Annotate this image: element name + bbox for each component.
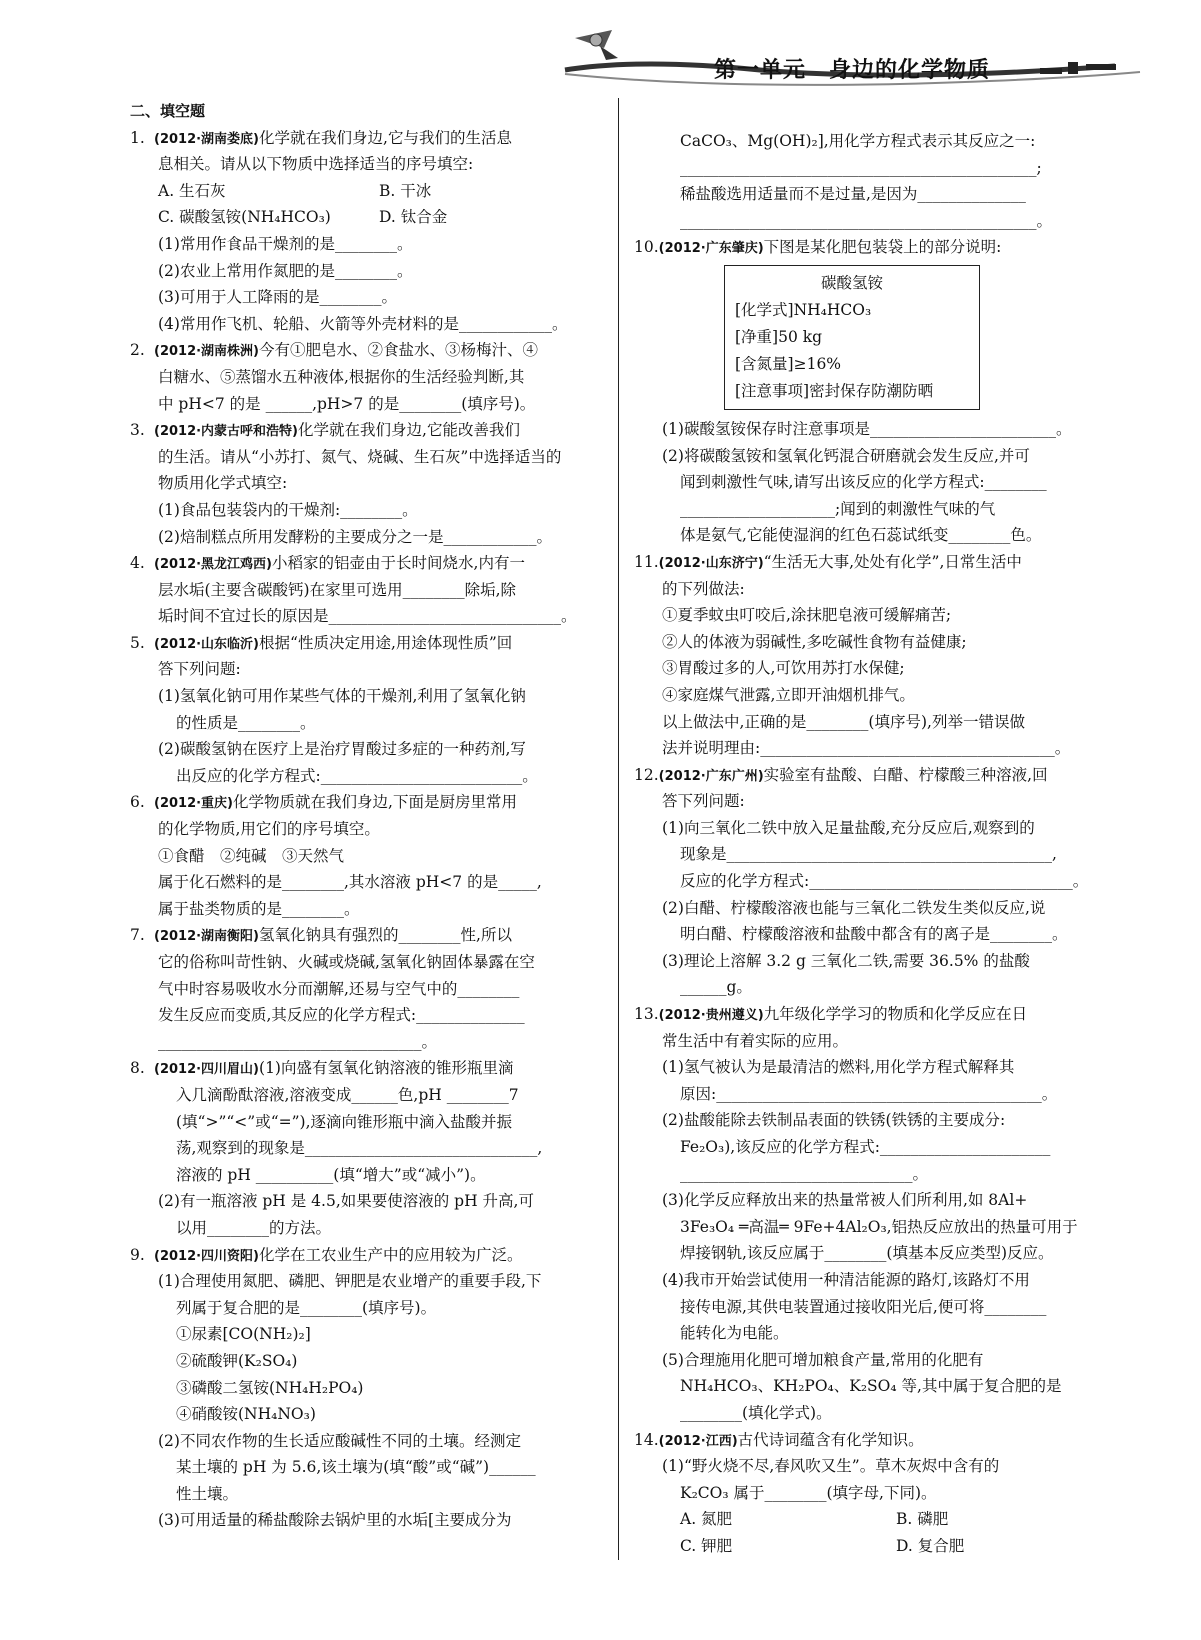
text-line: (2)盐酸能除去铁制品表面的铁锈(铁锈的主要成分: (662, 1111, 1006, 1130)
text-line: (2)碳酸氢钠在医疗上是治疗胃酸过多症的一种药剂,写 (158, 740, 526, 759)
box-title: 碳酸氢铵 (820, 273, 883, 292)
question-line (634, 1001, 1112, 1028)
text-line: (1)向三氧化二铁中放入足量盐酸,充分反应后,观察到的 (662, 818, 1035, 837)
text-line: 的生活。请从“小苏打、氮气、烧碱、生石灰”中选择适当的 (158, 447, 562, 466)
text-line: ______________________________________________。 (680, 211, 1053, 230)
left-column (130, 98, 600, 1534)
box-line: [化学式]NH₄HCO₃ (735, 300, 872, 319)
text-line: (2)将碳酸氢铵和氢氧化钙混合研磨就会发生反应,并可 (662, 446, 1030, 465)
text-line: ①尿素[CO(NH₂)₂] (176, 1325, 311, 1344)
text-line: (3)理论上溶解 3.2 g 三氧化二铁,需要 36.5% 的盐酸 (662, 951, 1030, 970)
option-text: B. 干冰 (379, 181, 432, 200)
text-line: 闻到刺激性气味,请写出该反应的化学方程式:________ (680, 473, 1047, 492)
text-line: 出反应的化学方程式:__________________________。 (176, 766, 538, 785)
text-line: 白糖水、⑤蒸馏水五种液体,根据你的生活经验判断,其 (158, 367, 525, 386)
question-line (634, 1427, 1112, 1454)
option-row (130, 178, 600, 205)
text-line: __________________________________。 (158, 1032, 438, 1051)
text-line: K₂CO₃ 属于________(填字母,下同)。 (680, 1483, 937, 1502)
option-row (634, 1506, 1112, 1533)
question-line (130, 630, 600, 657)
text-line: (1)食品包装袋内的干燥剂:________。 (158, 500, 418, 519)
question-text: (1)向盛有氢氧化钠溶液的锥形瓶里滴 (259, 1059, 514, 1078)
right-top-lines (634, 128, 1112, 261)
question-line (130, 417, 600, 444)
text-line: (1)常用作食品干燥剂的是________。 (158, 234, 413, 253)
text-line: Fe₂O₃),该反应的化学方程式:______________________ (680, 1138, 1051, 1156)
pen-nib-decoration-icon (0, 0, 1201, 100)
question-source-tag: (2012·内蒙古呼和浩特) (154, 424, 299, 440)
text-line: (2)焙制糕点所用发酵粉的主要成分之一是____________。 (158, 527, 552, 546)
question-text: 九年级化学学习的物质和化学反应在日 (763, 1005, 1028, 1024)
section-heading: 二、填空题 (130, 102, 206, 120)
question-text: 小稻家的铝壶由于长时间烧水,内有一 (272, 554, 525, 573)
text-line: 的化学物质,用它们的序号填空。 (158, 820, 380, 839)
text-line: (1)氢氧化钠可用作某些气体的干燥剂,利用了氢氧化钠 (158, 687, 526, 706)
text-line: 常生活中有着实际的应用。 (662, 1031, 849, 1050)
question-line (130, 125, 600, 152)
question-text: 氢氧化钠具有强烈的________性,所以 (259, 926, 512, 945)
option-text: B. 磷肥 (896, 1510, 949, 1529)
text-line: (3)可用适量的稀盐酸除去锅炉里的水垢[主要成分为 (158, 1511, 512, 1530)
question-text: 化学在工农业生产中的应用较为广泛。 (259, 1245, 523, 1264)
text-line: 能转化为电能。 (680, 1324, 789, 1343)
option-text: A. 氮肥 (680, 1510, 733, 1529)
text-line: 3Fe₃O₄ ═高温═ 9Fe+4Al₂O₃,铝热反应放出的热量可用于 (680, 1217, 1078, 1236)
question-text: 根据“性质决定用途,用途体现性质”回 (259, 633, 513, 652)
text-line: 现象是__________________________________________, (680, 845, 1057, 864)
text-line: 的下列做法: (662, 579, 745, 598)
question-source-tag: (2012·广东广州) (658, 768, 764, 784)
question-text: “生活无大事,处处有化学”,日常生活中 (763, 552, 1022, 571)
question-number: 3. (130, 421, 145, 440)
text-line: 明白醋、柠檬酸溶液和盐酸中都含有的离子是________。 (680, 925, 1068, 944)
text-line: (3)可用于人工降雨的是________。 (158, 288, 397, 307)
option-text: C. 碳酸氢铵(NH₄HCO₃) (158, 208, 331, 227)
text-line: 焊接钢轨,该反应属于________(填基本反应类型)反应。 (680, 1244, 1054, 1263)
question-number: 10. (634, 238, 659, 257)
question-line (130, 1055, 600, 1082)
text-line: ③胃酸过多的人,可饮用苏打水保健; (662, 659, 905, 678)
question-text: 古代诗词蕴含有化学知识。 (737, 1430, 924, 1449)
right-bottom-lines (634, 416, 1112, 1560)
text-line: CaCO₃、Mg(OH)₂],用化学方程式表示其反应之一: (680, 132, 1036, 150)
text-line: 物质用化学式填空: (158, 474, 288, 493)
text-line: (2)农业上常用作氮肥的是________。 (158, 261, 413, 280)
option-text: A. 生石灰 (158, 181, 226, 200)
text-line: 性土壤。 (176, 1484, 239, 1503)
text-line: ①食醋 ②纯碱 ③天然气 (158, 846, 345, 865)
question-text: 今有①肥皂水、②食盐水、③杨梅汁、④ (259, 341, 539, 360)
text-line: 中 pH<7 的是 ______,pH>7 的是________(填序号)。 (158, 394, 536, 413)
question-number: 6. (130, 793, 145, 812)
text-line: ____________________;闻到的刺激性气味的气 (680, 499, 996, 518)
question-source-tag: (2012·山东济宁) (658, 555, 764, 571)
text-line: ④硝酸铵(NH₄NO₃) (176, 1405, 316, 1424)
question-text: 化学就在我们身边,它能改善我们 (298, 421, 520, 440)
text-line: 答下列问题: (662, 792, 745, 811)
question-source-tag: (2012·黑龙江鸡西) (154, 557, 273, 573)
text-line: (1)碳酸氢铵保存时注意事项是________________________。 (662, 419, 1072, 438)
question-text: 化学就在我们身边,它与我们的生活息 (259, 128, 512, 147)
text-line: 法并说明理由:______________________________________。 (662, 739, 1071, 758)
box-line: [净重]50 kg (735, 327, 823, 346)
text-line: 层水垢(主要含碳酸钙)在家里可选用________除垢,除 (158, 580, 517, 599)
question-line (130, 337, 600, 364)
question-line (634, 234, 1112, 261)
text-line: 列属于复合肥的是________(填序号)。 (176, 1298, 437, 1317)
text-line: 垢时间不宜过长的原因是______________________________。 (158, 607, 577, 626)
unit-title: 第一单元 身边的化学物质 (714, 58, 991, 83)
question-source-tag: (2012·重庆) (154, 796, 234, 812)
text-line: ______________________________________________; (680, 158, 1042, 177)
text-line: 接传电源,其供电装置通过接收阳光后,便可将________ (680, 1297, 1047, 1316)
text-line: 息相关。请从以下物质中选择适当的序号填空: (158, 155, 474, 174)
text-line: 的性质是________。 (176, 713, 316, 732)
question-text: 下图是某化肥包装袋上的部分说明: (763, 238, 1002, 257)
text-line: (1)氢气被认为是最清洁的燃料,用化学方程式解释其 (662, 1058, 1015, 1077)
text-line: 溶液的 pH __________(填“增大”或“减小”)。 (176, 1165, 486, 1184)
question-text: 化学物质就在我们身边,下面是厨房里常用 (233, 793, 517, 812)
option-text: C. 钾肥 (680, 1536, 733, 1555)
question-number: 8. (130, 1059, 145, 1078)
question-number: 12. (634, 765, 659, 784)
question-source-tag: (2012·江西) (658, 1433, 738, 1449)
text-line: ______________________________。 (680, 1164, 929, 1183)
text-line: 气中时容易吸收水分而潮解,还易与空气中的________ (158, 979, 520, 998)
text-line: 答下列问题: (158, 660, 241, 679)
text-line: (4)我市开始尝试使用一种清洁能源的路灯,该路灯不用 (662, 1270, 1030, 1289)
question-source-tag: (2012·湖南衡阳) (154, 929, 260, 945)
question-source-tag: (2012·贵州遵义) (658, 1008, 764, 1024)
text-line: 发生反应而变质,其反应的化学方程式:______________ (158, 1006, 525, 1025)
text-line: 它的俗称叫苛性钠、火碱或烧碱,氢氧化钠固体暴露在空 (158, 953, 535, 971)
text-line: ①夏季蚊虫叮咬后,涂抹肥皂液可缓解痛苦; (662, 606, 952, 625)
text-line: ②人的体液为弱碱性,多吃碱性食物有益健康; (662, 632, 967, 651)
question-source-tag: (2012·广东肇庆) (658, 241, 764, 257)
fertilizer-label-box (724, 265, 980, 410)
box-line: [注意事项]密封保存防潮防晒 (735, 381, 934, 400)
text-line: 以用________的方法。 (176, 1218, 332, 1237)
question-line (130, 550, 600, 577)
option-text: D. 复合肥 (896, 1536, 965, 1555)
question-line (634, 549, 1112, 576)
text-line: ______g。 (680, 978, 752, 997)
text-line: NH₄HCO₃、KH₂PO₄、K₂SO₄ 等,其中属于复合肥的是 (680, 1377, 1062, 1396)
option-text: D. 钛合金 (379, 208, 448, 227)
question-source-tag: (2012·湖南株洲) (154, 344, 260, 360)
question-number: 13. (634, 1005, 659, 1024)
question-line (130, 1242, 600, 1269)
question-text: 实验室有盐酸、白醋、柠檬酸三种溶液,回 (763, 765, 1048, 784)
text-line: 荡,观察到的现象是______________________________, (176, 1139, 543, 1158)
text-line: (4)常用作飞机、轮船、火箭等外壳材料的是____________。 (158, 314, 568, 333)
option-row (130, 204, 600, 231)
text-line: 入几滴酚酞溶液,溶液变成______色,pH ________7 (176, 1085, 519, 1104)
text-line: (填“>”“<”或“=”),逐滴向锥形瓶中滴入盐酸并振 (176, 1112, 513, 1131)
question-source-tag: (2012·湖南娄底) (154, 131, 260, 147)
text-line: (2)白醋、柠檬酸溶液也能与三氧化二铁发生类似反应,说 (662, 898, 1046, 917)
text-line: 稀盐酸选用适量而不是过量,是因为______________ (680, 185, 1026, 204)
text-line: ②硫酸钾(K₂SO₄) (176, 1351, 298, 1370)
text-line: (2)不同农作物的生长适应酸碱性不同的土壤。经测定 (158, 1431, 521, 1450)
text-line: (1)合理使用氮肥、磷肥、钾肥是农业增产的重要手段,下 (158, 1272, 542, 1291)
text-line: (3)化学反应释放出来的热量常被人们所利用,如 8Al+ (662, 1191, 1028, 1210)
question-line (130, 922, 600, 949)
question-source-tag: (2012·山东临沂) (154, 636, 260, 652)
question-line (634, 762, 1112, 789)
column-divider (618, 98, 619, 1560)
right-column (634, 128, 1112, 1560)
question-number: 9. (130, 1245, 145, 1264)
question-number: 5. (130, 633, 145, 652)
text-line: (2)有一瓶溶液 pH 是 4.5,如果要使溶液的 pH 升高,可 (158, 1192, 534, 1211)
box-line: [含氮量]≥16% (735, 354, 842, 373)
question-number: 11. (634, 552, 659, 571)
text-line: 属于化石燃料的是________,其水溶液 pH<7 的是_____, (158, 873, 542, 892)
text-line: ④家庭煤气泄露,立即开油烟机排气。 (662, 685, 915, 704)
text-line: ________(填化学式)。 (680, 1403, 832, 1422)
text-line: 以上做法中,正确的是________(填序号),列举一错误做 (662, 712, 1025, 731)
text-line: 某土壤的 pH 为 5.6,该土壤为(填“酸”或“碱”)______ (176, 1458, 536, 1477)
text-line: 反应的化学方程式:__________________________________。 (680, 872, 1089, 891)
question-source-tag: (2012·四川眉山) (154, 1062, 260, 1078)
text-line: 属于盐类物质的是________。 (158, 899, 360, 918)
question-number: 2. (130, 341, 145, 360)
text-line: (1)“野火烧不尽,春风吹又生”。草木灰烬中含有的 (662, 1457, 1000, 1476)
question-source-tag: (2012·四川资阳) (154, 1248, 260, 1264)
page-header (0, 0, 1201, 100)
text-line: 原因:__________________________________________。 (680, 1084, 1058, 1103)
question-number: 4. (130, 554, 145, 573)
text-line: (5)合理施用化肥可增加粮食产量,常用的化肥有 (662, 1350, 984, 1369)
question-number: 1. (130, 128, 145, 147)
option-row (634, 1533, 1112, 1560)
text-line: ③磷酸二氢铵(NH₄H₂PO₄) (176, 1378, 364, 1397)
question-number: 14. (634, 1430, 659, 1449)
text-line: 体是氨气,它能使湿润的红色石蕊试纸变________色。 (680, 526, 1042, 545)
question-number: 7. (130, 926, 145, 945)
question-line (130, 789, 600, 816)
